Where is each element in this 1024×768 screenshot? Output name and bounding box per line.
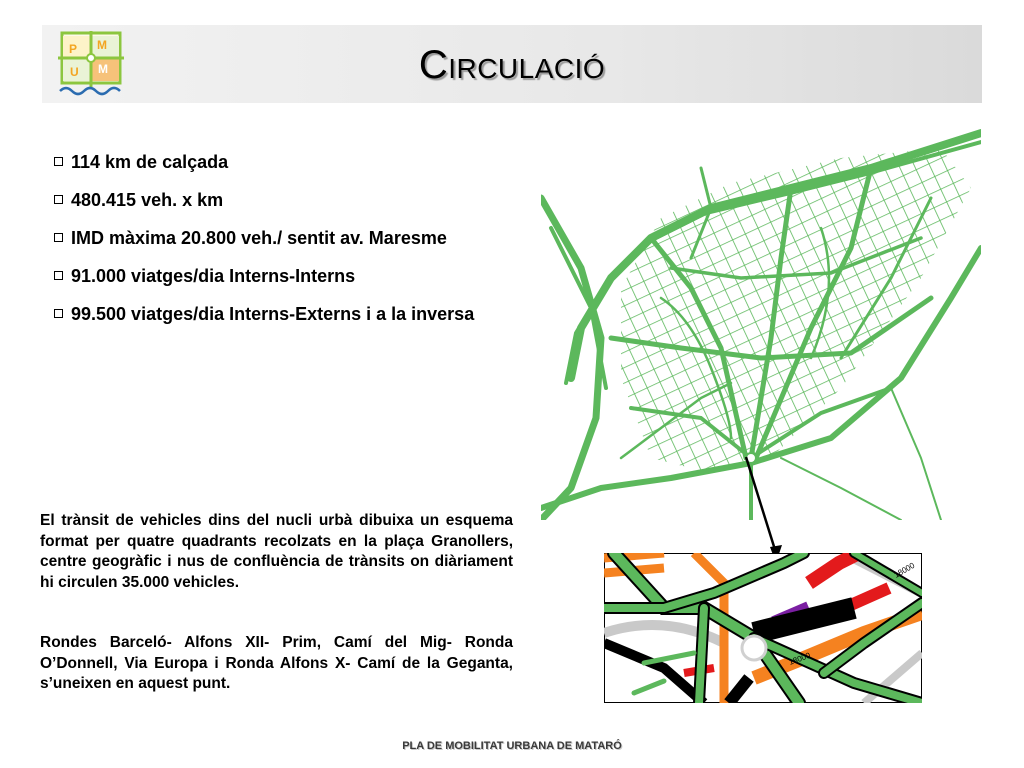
bullet-item: 480.415 veh. x km [54, 188, 524, 213]
svg-text:18000: 18000 [892, 560, 917, 580]
svg-text:P: P [69, 42, 78, 56]
svg-text:18000: 18000 [787, 650, 812, 667]
checkbox-bullet-icon [54, 309, 63, 318]
svg-text:M: M [97, 38, 107, 52]
bullet-list [54, 150, 524, 340]
description-paragraph: Rondes Barceló- Alfons XII- Prim, Camí del Mig- Ronda O’Donnell, Via Europa i Ronda Alfons X- Camí de la Geganta, s’uneixen en aquest punt. [40, 634, 513, 693]
svg-text:U: U [70, 65, 79, 79]
bullet-item: 91.000 viatges/dia Interns-Interns [54, 264, 524, 289]
page-title: Circulació [418, 43, 606, 87]
granollers-detail-map [604, 553, 922, 703]
header-bar [42, 25, 982, 103]
checkbox-bullet-icon [54, 195, 63, 204]
bullet-item: IMD màxima 20.800 veh./ sentit av. Maresme [54, 226, 524, 251]
checkbox-bullet-icon [54, 233, 63, 242]
description-paragraph: El trànsit de vehicles dins del nucli urbà dibuixa un esquema format per quatre quadrants recolzats en la plaça Granollers, centre geogràfic i nus de confluència de trànsits on diàriament hi circulen 35.000 vehicles. [40, 512, 513, 591]
connector-arrow [740, 455, 790, 565]
svg-text:M: M [98, 62, 108, 76]
bullet-item: 114 km de calçada [54, 150, 524, 175]
footer-text: PLA DE MOBILITAT URBANA DE MATARÓ [402, 740, 622, 752]
checkbox-bullet-icon [54, 271, 63, 280]
bullet-item: 99.500 viatges/dia Interns-Externs i a la inversa [54, 302, 524, 327]
checkbox-bullet-icon [54, 157, 63, 166]
